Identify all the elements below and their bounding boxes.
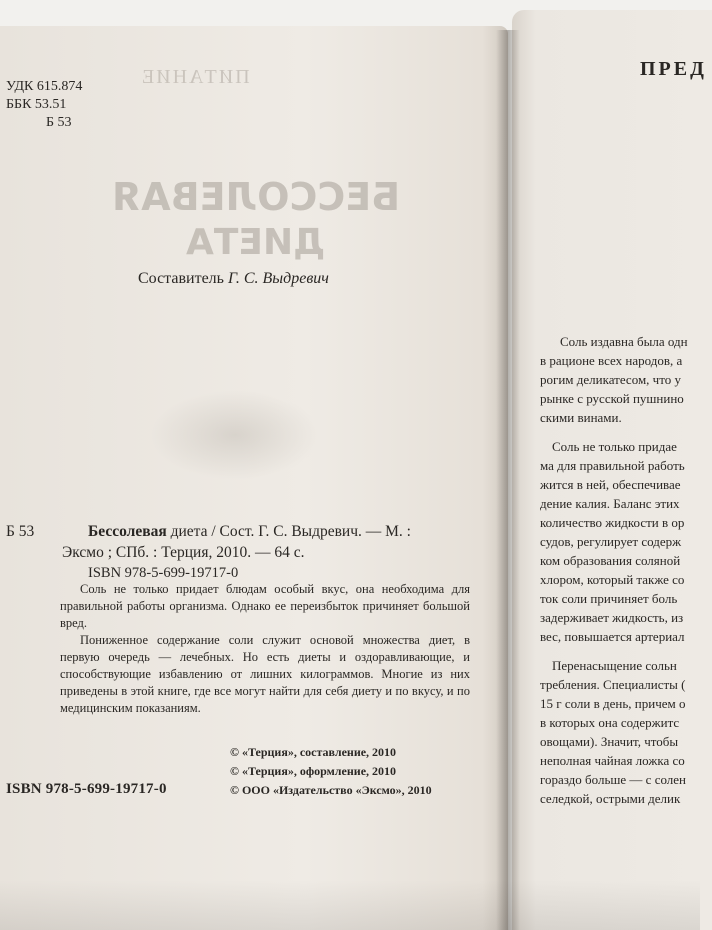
- rp-p1-line: Соль издавна была одн: [560, 334, 688, 349]
- right-page-text: [540, 332, 688, 808]
- isbn-bottom: ISBN 978-5-699-19717-0: [6, 781, 167, 797]
- abstract-paragraph-2: Пониженное содержание соли служит основой множества диет, в первую очередь — лечебных. Но есть диеты и оздоравливающие, и способствующие избавлению от лишних килограммов. Многие из них приведены в этой книге, где все могут найти для себя диету и по вкусу, и по медицинским показаниям.: [60, 633, 470, 715]
- abstract: [60, 581, 470, 717]
- biblio-isbn: ISBN 978-5-699-19717-0: [88, 565, 239, 581]
- compiler-line: [138, 270, 329, 288]
- copyright-2: © «Терция», оформление, 2010: [230, 764, 397, 778]
- bottom-shadow: [0, 880, 700, 930]
- biblio-line-1: [88, 521, 411, 542]
- cover-show-through-top: ПИТАНИЕ: [140, 66, 250, 88]
- rp-p1-line: в рационе всех народов, а: [540, 353, 683, 368]
- rp-p2-line: жится в ней, обеспечивае: [540, 477, 681, 492]
- compiler-name: Г. С. Выдревич: [227, 270, 329, 287]
- rp-p3-line: гораздо больше — с солен: [540, 772, 687, 787]
- biblio-mark: Б 53: [6, 523, 35, 540]
- rp-p1-line: скими винами.: [540, 410, 622, 425]
- cover-show-through-subtitle: ДИЕТА: [186, 222, 326, 263]
- biblio-line-2: Эксмо ; СПб. : Терция, 2010. — 64 с.: [62, 544, 305, 561]
- author-mark: Б 53: [46, 115, 72, 130]
- rp-p3-line: требления. Специалисты (: [540, 677, 686, 692]
- udc-code: УДК 615.874: [6, 79, 83, 94]
- copyright-1: © «Терция», составление, 2010: [230, 745, 397, 759]
- rp-p2-line: ма для правильной работь: [540, 458, 685, 473]
- rp-p2-line: ток соли причиняет боль: [540, 591, 678, 606]
- cover-show-through-title: БЕССОЛЕВАЯ: [112, 175, 401, 219]
- bbk-code: ББК 53.51: [6, 97, 67, 112]
- rp-p2-line: задерживает жидкость, из: [540, 610, 684, 625]
- rp-p3-line: неполная чайная ложка со: [540, 753, 685, 768]
- rp-p1-line: рогим деликатесом, что у: [540, 372, 681, 387]
- rp-p1-line: рынке с русской пушнино: [540, 391, 684, 406]
- rp-p3-line: в которых она содержитс: [540, 715, 680, 730]
- rp-p3-line: 15 г соли в день, причем о: [540, 696, 686, 711]
- copyright-3: © ООО «Издательство «Эксмо», 2010: [230, 783, 432, 797]
- rp-p3-line: овощами). Значит, чтобы: [540, 734, 679, 749]
- book-gutter: [496, 30, 520, 930]
- rp-p2-line: ком образования соляной: [540, 553, 681, 568]
- rp-p2-line: судов, регулирует содерж: [540, 534, 682, 549]
- rp-p3-line: селедкой, острыми делик: [540, 791, 681, 806]
- right-page-title: ПРЕД: [640, 58, 707, 80]
- cover-show-through-image: [150, 390, 320, 480]
- rp-p2-line: Соль не только придае: [552, 439, 677, 454]
- rp-p2-line: хлором, который также со: [540, 572, 685, 587]
- abstract-paragraph-1: Соль не только придает блюдам особый вкус, она необходима для правильной работы организма. Однако ее переизбыток причиняет большой вред.: [60, 582, 470, 630]
- rp-p3-line: Перенасыщение сольн: [552, 658, 677, 673]
- biblio-title: Бессолевая: [88, 523, 167, 540]
- rp-p2-line: количество жидкости в ор: [540, 515, 685, 530]
- rp-p2-line: вес, повышается артериал: [540, 629, 685, 644]
- biblio-line1-rest: диета / Сост. Г. С. Выдревич. — М. :: [166, 523, 411, 540]
- rp-p2-line: дение калия. Баланс этих: [540, 496, 680, 511]
- compiler-label: Составитель: [138, 270, 224, 287]
